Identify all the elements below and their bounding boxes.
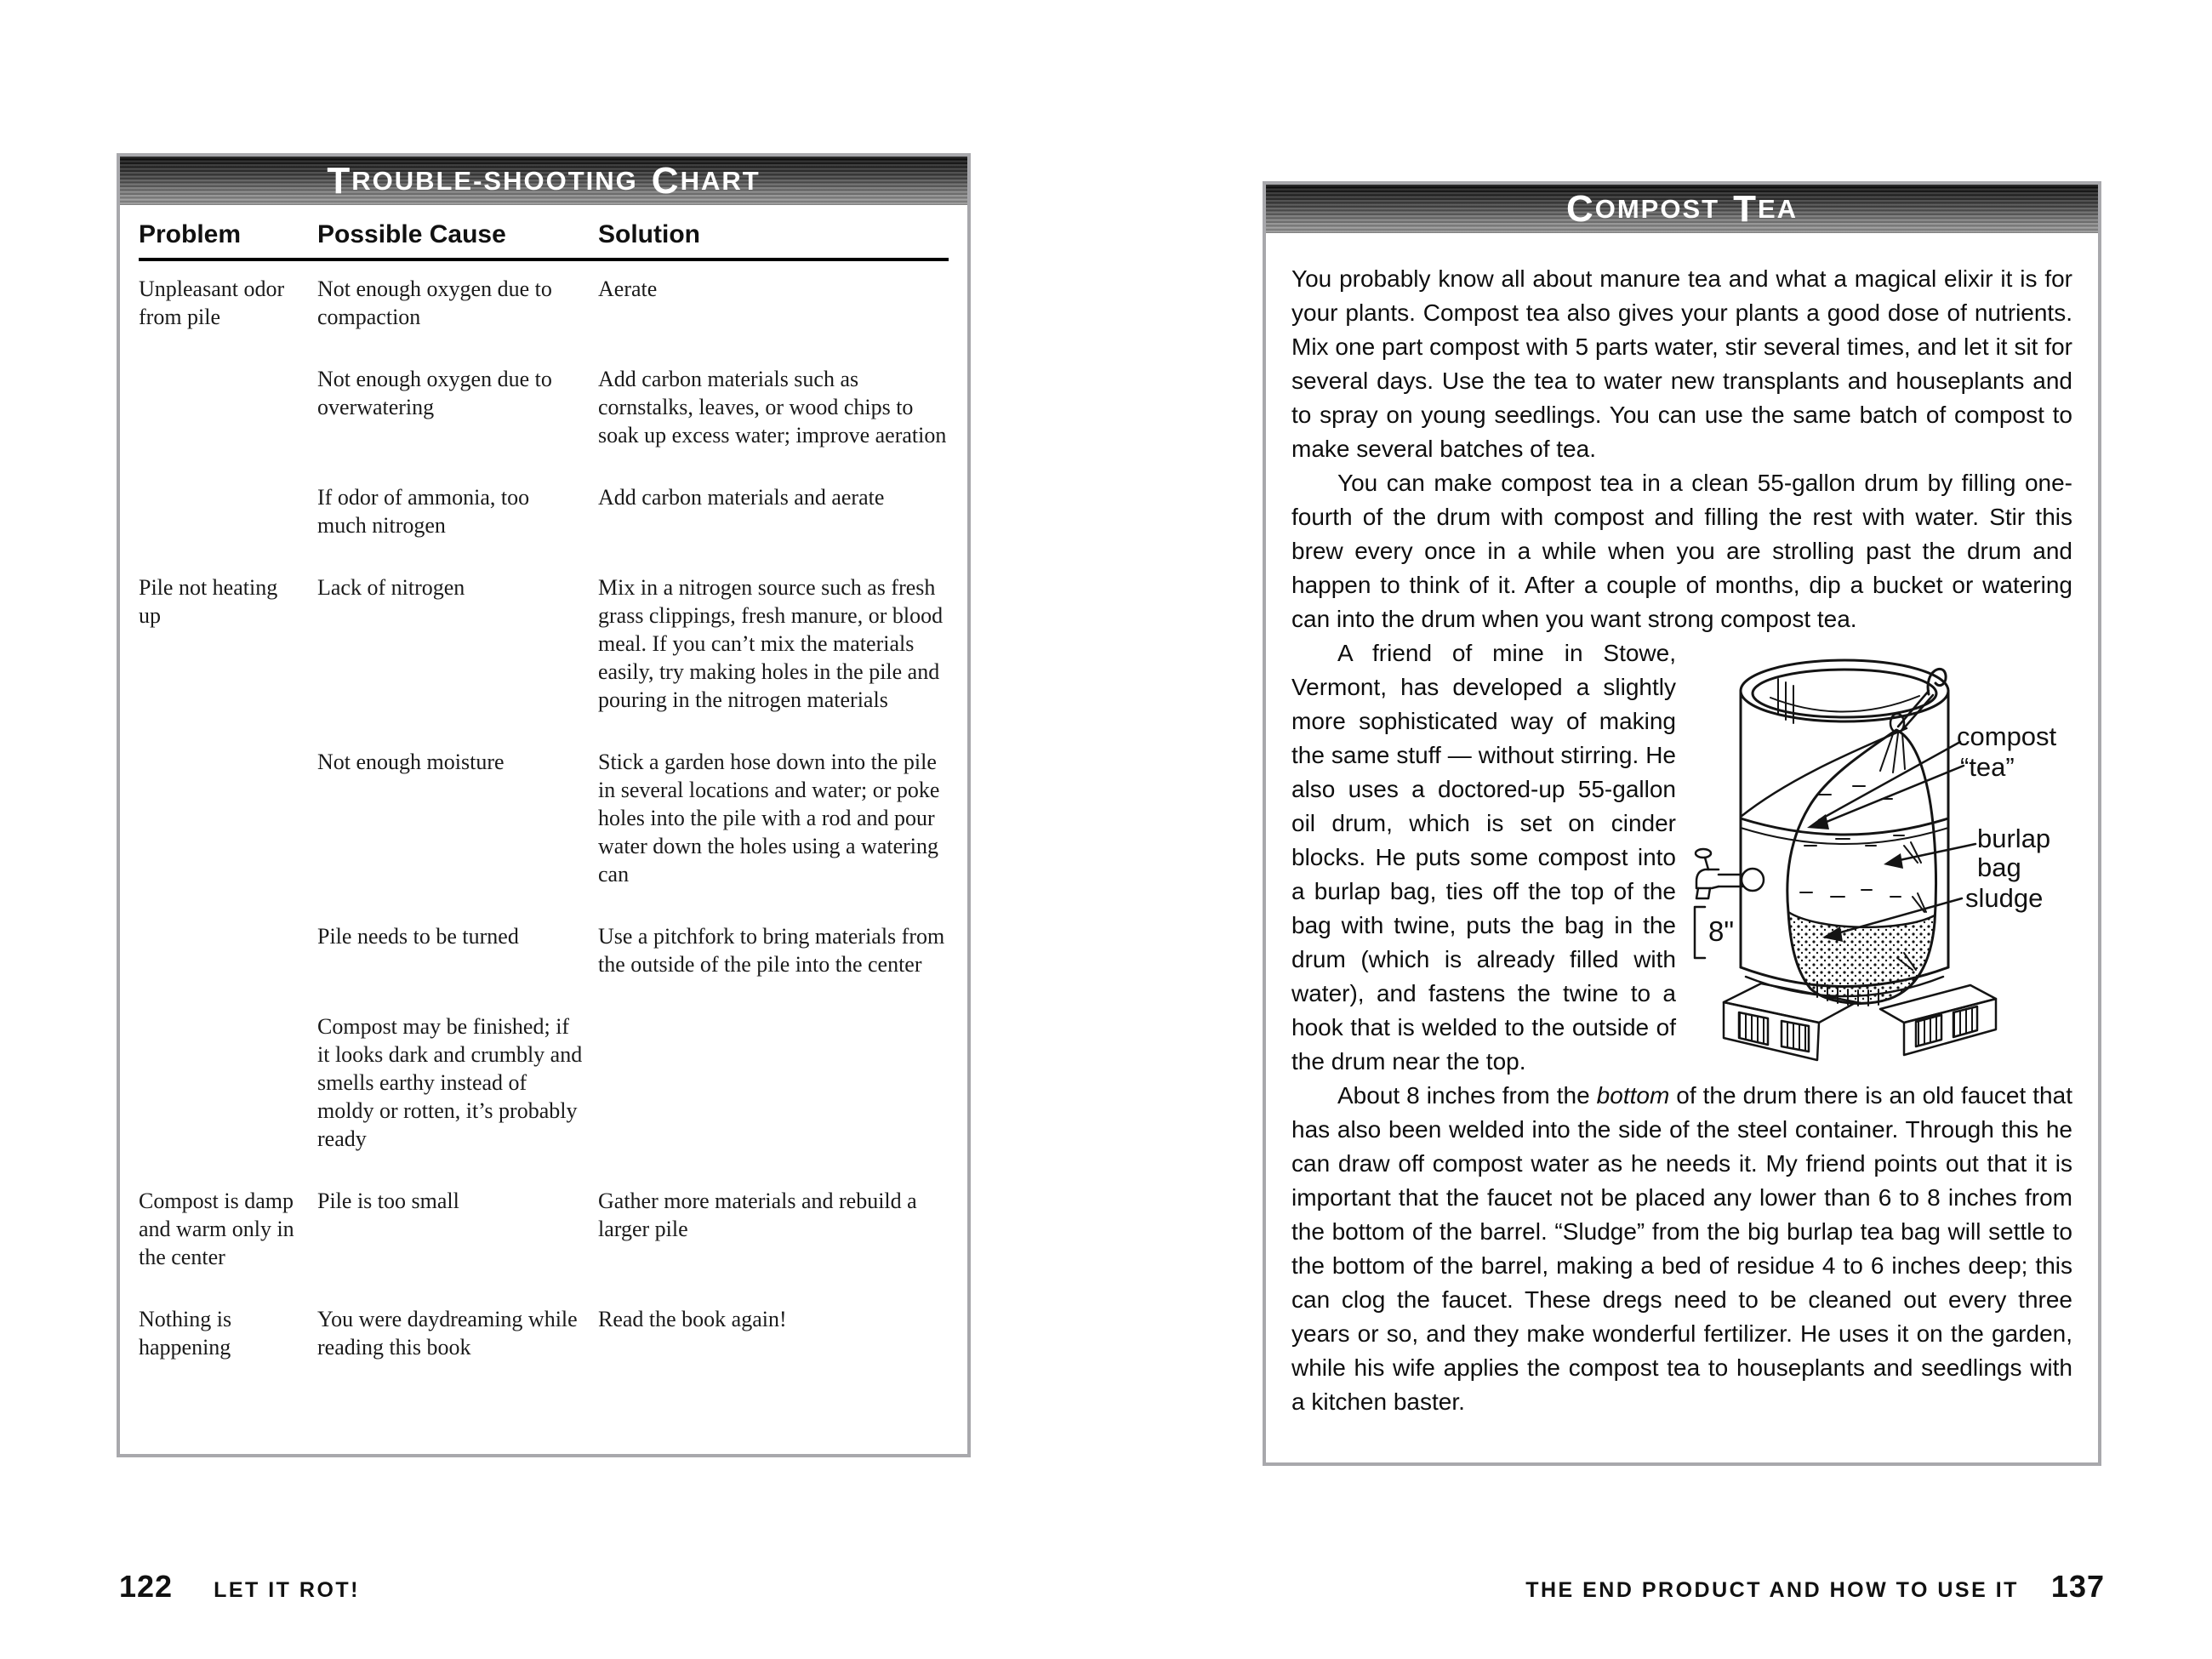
right-page-footer <box>1525 1569 2105 1605</box>
cause-cell: Not enough oxygen due to compaction <box>317 276 552 329</box>
hook-and-twine <box>1880 669 1946 772</box>
measurement-bracket <box>1695 907 1705 958</box>
cause-cell: Pile needs to be turned <box>317 924 519 949</box>
faucet-icon <box>1696 849 1764 898</box>
left-page-number: 122 <box>119 1569 174 1604</box>
label-burlap-bag-line2: bag <box>1977 852 2021 882</box>
cause-cell: If odor of ammonia, too much nitrogen <box>317 485 530 538</box>
solution-cell: Stick a garden hose down into the pile in several locations and water; or poke holes into the pile with a rod and pour water down the holes using a watering can <box>598 750 940 887</box>
cause-cell: Pile is too small <box>317 1189 459 1213</box>
cause-cell: Not enough oxygen due to overwatering <box>317 367 552 419</box>
problem-cell <box>139 365 317 449</box>
solution-cell <box>598 1012 949 1153</box>
table-row <box>139 922 949 978</box>
table-row <box>139 365 949 449</box>
compost-tea-title: C <box>1565 188 1595 230</box>
problem-cell <box>139 483 317 539</box>
italic-bottom: bottom <box>1596 1082 1670 1109</box>
column-header-problem: Problem <box>139 220 242 248</box>
cause-cell: Compost may be finished; if it looks dark and crumbly and smells earthy instead of moldy or rotten, it’s probably ready <box>317 1014 583 1151</box>
arrowhead-compost-tea <box>1807 814 1829 830</box>
table-row <box>139 1187 949 1271</box>
chart-column-headers <box>139 220 949 261</box>
drum-drawing-svg <box>1690 641 2072 1067</box>
solution-cell: Mix in a nitrogen source such as fresh grass clippings, fresh manure, or blood meal. If you can’t mix the materials easily, try making holes in the pile and pouring in the nitrogen materials <box>598 575 944 712</box>
solution-cell: Use a pitchfork to bring materials from the outside of the pile into the center <box>598 924 945 977</box>
chart-body <box>139 275 949 1361</box>
problem-cell: Pile not heating up <box>139 575 278 628</box>
chart-title: T <box>327 160 352 202</box>
compost-tea-title-bar: C OMPOST T EA <box>1266 185 2098 233</box>
column-header-possible-cause: Possible Cause <box>317 220 506 248</box>
label-8-inches: 8" <box>1708 915 1735 947</box>
solution-cell: Read the book again! <box>598 1307 787 1331</box>
arrowhead-burlap-bag <box>1884 853 1903 869</box>
problem-cell: Unpleasant odor from pile <box>139 276 285 329</box>
book-title-running-head: LET IT ROT! <box>214 1578 360 1602</box>
problem-cell <box>139 922 317 978</box>
table-row <box>139 748 949 888</box>
problem-cell <box>139 748 317 888</box>
solution-cell: Add carbon materials such as cornstalks, leaves, or wood chips to soak up excess water; improve aeration <box>598 367 947 448</box>
problem-cell: Nothing is happening <box>139 1307 232 1360</box>
paragraph-3: A friend of mine in Stowe, Vermont, has developed a slightly more sophisticated way of making the same stuff — without stirring. He also uses a doctored-up 55-gallon oil drum, which is set on cinder blocks. He puts some compost into a burlap bag, ties off the top of the bag with twine, puts the bag in the drum (which is already filled with water), and fastens the twine to a hook that is welded to the outside of the drum near the top. <box>1291 640 1676 1075</box>
solution-cell: Aerate <box>598 276 658 301</box>
column-header-solution: Solution <box>598 220 700 248</box>
paragraph-1: You probably know all about manure tea and what a magical elixir it is for your plants. Compost tea also gives your plants a good dose of nutrients. Mix one part compost with 5 parts water, stir several times, and let it sit for several days. Use the tea to water new transplants and houseplants and to spray on young seedlings. You can use the same batch of compost to make several batches of tea. <box>1291 265 2072 462</box>
chapter-title-running-head: THE END PRODUCT AND HOW TO USE IT <box>1525 1578 2019 1602</box>
compost-tea-box <box>1263 181 2101 1466</box>
paragraph-4: About 8 inches from the bottom of the drum there is an old faucet that has also been welded into the side of the steel container. Through this he can draw off compost water as he needs it. My friend points out that it is important that the faucet not be placed any lower than 6 to 8 inches from the bottom of the barrel. “Sludge” from the big burlap tea bag will settle to the bottom of the barrel, making a bed of residue 4 to 6 inches deep; this can clog the faucet. These dregs need to be cleaned out every three years or so, and they make wonderful fertilizer. He uses it on the garden, while his wife applies the compost tea to houseplants and seedlings with a kitchen baster. <box>1291 1082 2072 1415</box>
label-compost-tea-line2: “tea” <box>1960 752 2015 782</box>
right-page-number: 137 <box>2050 1569 2105 1604</box>
cause-cell: Lack of nitrogen <box>317 575 465 600</box>
chart-title-bar: T ROUBLE-SHOOTING C HART <box>120 157 967 205</box>
table-row <box>139 1012 949 1153</box>
problem-cell: Compost is damp and warm only in the center <box>139 1189 294 1269</box>
cause-cell: You were daydreaming while reading this book <box>317 1307 578 1360</box>
table-row <box>139 483 949 539</box>
label-sludge: sludge <box>1965 883 2044 913</box>
left-page-footer <box>119 1569 360 1605</box>
table-row <box>139 573 949 714</box>
label-burlap-bag: burlap <box>1977 824 2051 853</box>
label-arrows <box>1807 742 1975 942</box>
problem-cell <box>139 1012 317 1153</box>
cause-cell: Not enough moisture <box>317 750 505 774</box>
troubleshooting-chart-box <box>117 153 971 1457</box>
label-compost-tea: compost <box>1957 721 2057 751</box>
drum-illustration <box>1690 641 2072 1067</box>
compost-tea-body <box>1266 262 2098 1419</box>
paragraph-2: You can make compost tea in a clean 55-gallon drum by filling one-fourth of the drum with compost and filling the rest with water. Stir this brew every once in a while when you are strolling past the drum and happen to think of it. After a couple of months, dip a bucket or watering can into the drum when you want strong compost tea. <box>1291 470 2072 632</box>
solution-cell: Gather more materials and rebuild a larger pile <box>598 1189 917 1241</box>
table-row <box>139 1305 949 1361</box>
table-row <box>139 275 949 331</box>
solution-cell: Add carbon materials and aerate <box>598 485 885 510</box>
